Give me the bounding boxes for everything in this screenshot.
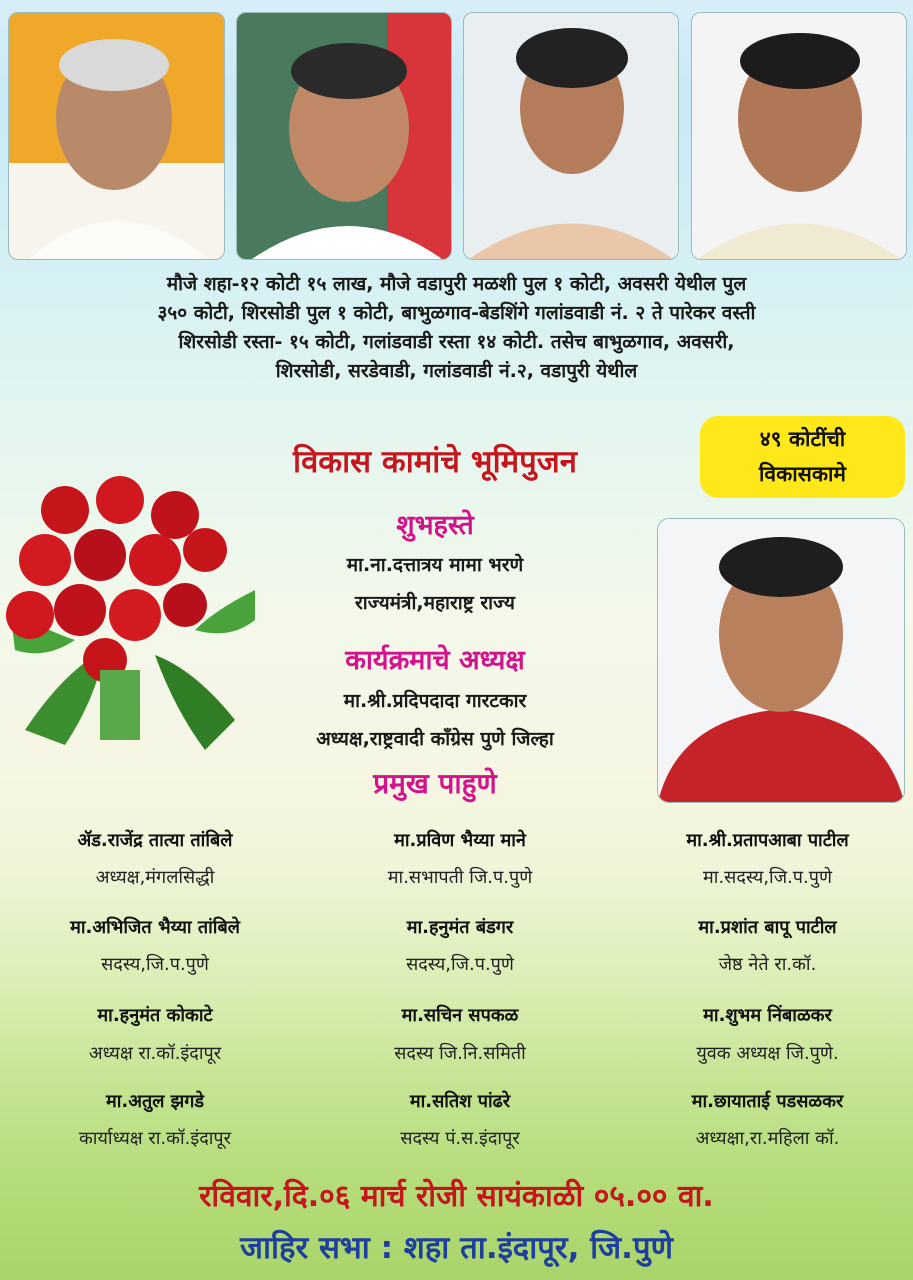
guest-name: ॲड.राजेंद्र तात्या तांबिले xyxy=(77,830,233,851)
guests-heading: प्रमुख पाहुणे xyxy=(373,767,497,800)
leader-portrait-1 xyxy=(8,12,225,260)
guest-role: जेष्ठ नेते रा.कॉ. xyxy=(718,954,817,975)
guest-name: मा.प्रविण भैय्या माने xyxy=(394,830,526,851)
guest-role: सदस्य पं.स.इंदापूर xyxy=(400,1128,520,1149)
guest-name: मा.अभिजित भैय्या तांबिले xyxy=(70,917,240,938)
guest-role: मा.सदस्य,जि.प.पुणे xyxy=(703,867,832,888)
guest-name: मा.हनुमंत बंडगर xyxy=(406,917,514,938)
intro-line: ३५० कोटी, शिरसोडी पुल १ कोटी, बाभुळगाव-बेडशिंगे गलांडवाडी नं. २ ते पारेकर वस्ती xyxy=(157,302,756,324)
guest-role: कार्याध्यक्ष रा.कॉ.इंदापूर xyxy=(78,1128,232,1149)
guest-role: सदस्य,जि.प.पुणे xyxy=(101,954,209,975)
guest-name: मा.छायाताई पडसळकर xyxy=(691,1091,844,1112)
president-title: अध्यक्ष,राष्ट्रवादी कॉंग्रेस पुणे जिल्हा xyxy=(316,728,554,750)
guest-name: मा.सतिश पांढरे xyxy=(409,1091,511,1112)
guest-role: सदस्य,जि.प.पुणे xyxy=(406,954,514,975)
guest-name: मा.शुभम निंबाळकर xyxy=(703,1005,832,1026)
intro-line: शिरसोडी, सरडेवाडी, गलांडवाडी नं.२, वडापुरी येथील xyxy=(275,360,638,382)
guest-name: मा.सचिन सपकळ xyxy=(401,1005,519,1026)
leader-portrait-4 xyxy=(691,12,907,260)
event-date: रविवार,दि.०६ मार्च रोजी सायंकाळी ०५.०० वा. xyxy=(199,1179,714,1214)
budget-badge xyxy=(700,416,905,498)
guest-name: मा.श्री.प्रतापआबा पाटील xyxy=(686,830,849,851)
badge-line-1: ४९ कोटींची xyxy=(759,427,846,451)
chief-guest-title: राज्यमंत्री,महाराष्ट्र राज्य xyxy=(355,592,515,614)
guest-role: अध्यक्ष,मंगलसिद्धी xyxy=(95,867,215,888)
guest-role: अध्यक्षा,रा.महिला कॉ. xyxy=(695,1128,840,1149)
guest-name: मा.हनुमंत कोकाटे xyxy=(97,1005,213,1026)
chief-guest-heading: शुभहस्ते xyxy=(396,510,474,541)
guest-role: मा.सभापती जि.प.पुणे xyxy=(387,867,533,888)
project-description xyxy=(10,270,903,386)
president-heading: कार्यक्रमाचे अध्यक्ष xyxy=(345,645,525,676)
main-heading: विकास कामांचे भूमिपुजन xyxy=(293,444,577,480)
guest-role: सदस्य जि.नि.समिती xyxy=(394,1043,526,1064)
event-venue: जाहिर सभा : शहा ता.इंदापूर, जि.पुणे xyxy=(240,1230,673,1266)
president-name: मा.श्री.प्रदिपदादा गारटकार xyxy=(343,690,527,712)
intro-line: शिरसोडी रस्ता- १५ कोटी, गलांडवाडी रस्ता १४ कोटी. तसेच बाभुळगाव, अवसरी, xyxy=(178,331,735,353)
leader-portrait-2 xyxy=(236,12,452,260)
guest-role: अध्यक्ष रा.कॉ.इंदापूर xyxy=(88,1043,222,1064)
minister-portrait xyxy=(657,518,905,803)
guest-role: युवक अध्यक्ष जि.पुणे. xyxy=(696,1043,839,1064)
chief-guest-name: मा.ना.दत्तात्रय मामा भरणे xyxy=(346,554,524,576)
badge-line-2: विकासकामे xyxy=(758,462,846,486)
guest-name: मा.अतुल झगडे xyxy=(105,1091,205,1112)
leader-portrait-3 xyxy=(463,12,679,260)
intro-line: मौजे शहा-१२ कोटी १५ लाख, मौजे वडापुरी मळशी पुल १ कोटी, अवसरी येथील पुल xyxy=(166,273,747,295)
guest-name: मा.प्रशांत बापू पाटील xyxy=(698,917,837,938)
